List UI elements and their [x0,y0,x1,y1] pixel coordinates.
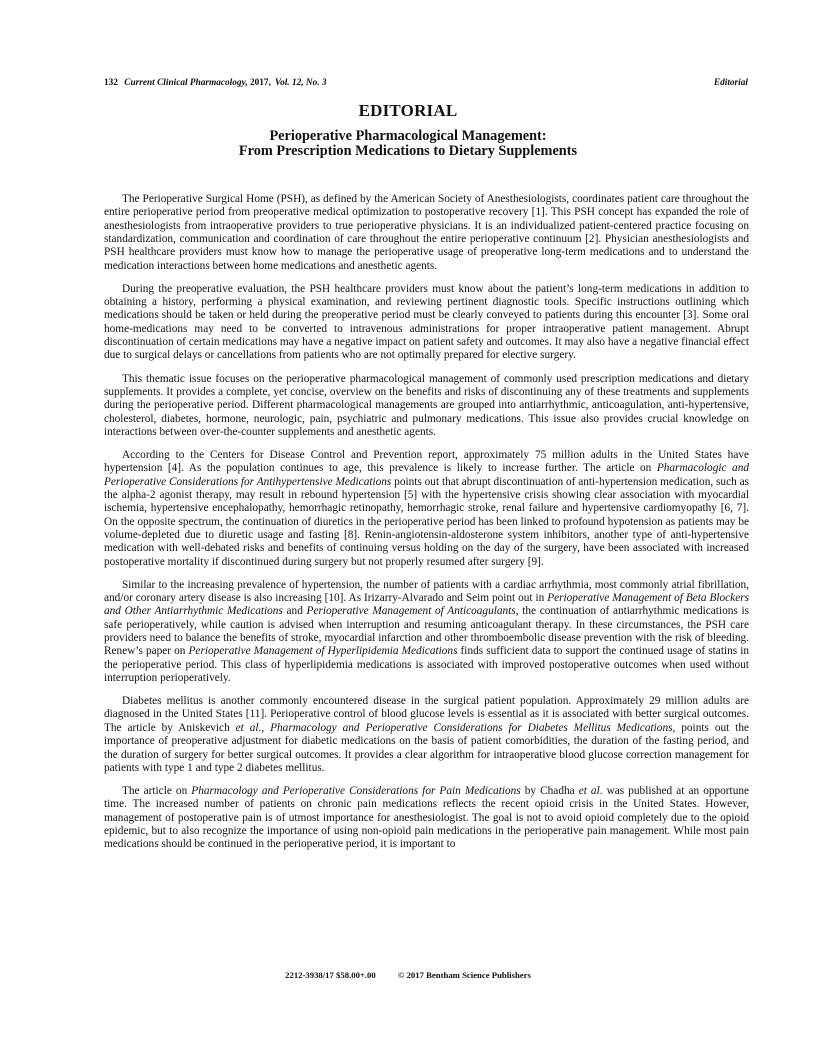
paragraph-text: Diabetes mellitus is another commonly encountered disease in the surgical patient population. Approximately 29 million adults are diagnosed in the United States [11]. Perioperative control of blood glucose levels is essential as it is associated with better surgical outcomes. The article by Aniskevich [104,695,749,734]
paragraph-text: points out that abrupt discontinuation of anti-hypertension medication, such as the alpha-2 agonist therapy, may result in rebound hypertension [5] with the hypertensive crisis showing clear association with myocardial ischemia, hypertensive encephalopathy, hemorrhagic retinopathy, hemorrhagic stroke, renal failure and hypertensive cardiomyopathy [6, 7]. On the opposite spectrum, the continuation of diuretics in the perioperative period has been linked to profound hypotension as patients may be volume-depleted due to diuretic usage and fasting [8]. Renin-angiotensin-aldosterone system inhibitors, another type of anti-hypertensive medication with well-debated risks and benefits of continuing versus holding on the day of the surgery, have been associated with increased postoperative mortality if discontinued during surgery but not properly resumed after surgery [9]. [104,475,749,568]
paragraph-text: According to the Centers for Disease Control and Prevention report, approximately 75 million adults in the United States have hypertension [4]. As the population continues to age, this prevalence is likely to increase further. The article on [104,448,749,475]
paragraph-text: This thematic issue focuses on the perioperative pharmacological management of commonly used prescription medications and dietary supplements. It provides a complete, yet concise, overview on the benefits and risks of discontinuing any of these treatments and supplements during the perioperative period. Different pharmacological managements are grouped into antiarrhythmic, anticoagulation, anti-hypertensive, cholesterol, diabetes, hormone, neurologic, pain, psychiatric and pulmonary medications. This issue also provides crucial knowledge on interactions between over-the-counter supplements and anesthetic agents. [104,372,749,438]
italic-title-text: et al [235,721,259,734]
body-paragraph [104,283,749,363]
body-paragraph [104,785,749,852]
copyright-notice: © 2017 Bentham Science Publishers [397,970,531,980]
journal-name: Current Clinical Pharmacology, [124,78,248,88]
journal-year: 2017, [249,78,271,88]
italic-title-text: Perioperative Management of Hyperlipidemia Medications [188,645,458,658]
article-type-heading: EDITORIAL [358,101,458,120]
article-title [0,129,816,159]
section-label: Editorial [713,78,748,88]
paragraph-text: by Chadha [520,784,579,797]
title-line-2: From Prescription Medications to Dietary Supplements [238,143,578,159]
body-paragraph [104,579,749,686]
italic-title-text: et al [578,784,600,797]
paragraph-text: . was published at an opportune time. The increased number of patients on chronic pain medications reflects the recent opioid crisis in the United States. However, management of postoperative pain is of utmost importance for anesthesiologist. The goal is not to avoid opioid completely due to the opioid epidemic, but to also recognize the importance of using non-opioid pain medications in the perioperative pain management. While most pain medications should be continued in the perioperative period, it is important to [104,784,749,851]
italic-title-text: Pharmacology and Perioperative Considerations for Pain Medications [191,784,521,797]
italic-title-text: Pharmacology and Perioperative Considerations for Diabetes Mellitus Medications, [270,721,676,734]
paragraph-text: During the preoperative evaluation, the PSH healthcare providers must know about the patient’s long-term medications in addition to obtaining a history, performing a physical examination, and reviewing pertinent diagnostic tools. Specific instructions outlining which medications should be taken or held during the preoperative period must be clearly conveyed to patients during this encounter [3]. Some oral home-medications may need to be converted to intravenous administrations for proper intraoperative patient management. Abrupt discontinuation of certain medications may have a negative impact on patient safety and outcomes. It may also have a negative financial effect due to surgical delays or cancellations from patients who are not optimally prepared for elective surgery. [104,282,749,362]
issn-price: 2212-3938/17 $58.00+.00 [285,970,376,980]
page-footer [0,970,816,980]
body-paragraph [104,193,749,273]
paragraph-text: , the continuation of antiarrhythmic medications is safe perioperatively, while caution is advised when interruption and resuming anticoagulant therapy. In these circumstances, the PSH care providers need to balance the benefits of stroke, myocardial infarction and other thromboembolic disease prevention with the risk of bleeding. Renew’s paper on [104,605,749,658]
article-body [104,193,749,861]
paragraph-text: ., [258,721,271,734]
title-line-1: Perioperative Pharmacological Management: [269,128,547,144]
page-number: 132 [104,78,118,88]
body-paragraph [104,695,749,775]
italic-title-text: Perioperative Management of Beta Blockers and Other Antiarrhythmic Medications [104,592,749,618]
journal-citation [104,78,327,88]
italic-title-text: Perioperative Management of Anticoagulants [306,605,516,618]
paragraph-text: finds sufficient data to support the continued usage of statins in the perioperative period. This class of hyperlipidemia medications is associated with improved postoperative outcomes when used without interruption perioperatively. [104,645,750,685]
paragraph-text: The Perioperative Surgical Home (PSH), as defined by the American Society of Anesthesiologists, coordinates patient care throughout the entire perioperative period from preoperative medical optimization to postoperative recovery [1]. This PSH concept has expanded the role of anesthesiologists from intraoperative providers to true perioperative physicians. It is an individualized patient-centered practice focusing on standardization, communication and coordination of care throughout the entire perioperative continuum [2]. Physician anesthesiologists and PSH healthcare providers must know how to manage the perioperative usage of preoperative long-term medications and to understand the medication interactions between home medications and anesthetic agents. [104,193,749,272]
journal-volume: Vol. 12, No. 3 [274,78,327,88]
body-paragraph [104,449,749,569]
paragraph-text: The article on [122,784,192,797]
body-paragraph [104,373,749,440]
paragraph-text: points out the importance of preoperative adjustment for diabetic medications on the basis of patient comorbidities, the duration of the fasting period, and the duration of surgery for better surgical outcomes. It provides a clear algorithm for intraoperative blood glucose correction management for patients with type 1 and type 2 diabetes mellitus. [104,721,749,774]
paragraph-text: Similar to the increasing prevalence of hypertension, the number of patients with a cardiac arrhythmia, most commonly atrial fibrillation, and/or coronary artery disease is also increasing [10]. As Irizarry-Alvarado and Seim point out in [104,578,749,605]
italic-title-text: Pharmacologic and Perioperative Considerations for Antihypertensive Medications [104,462,749,488]
paragraph-text: and [282,605,307,618]
running-head [104,78,748,88]
